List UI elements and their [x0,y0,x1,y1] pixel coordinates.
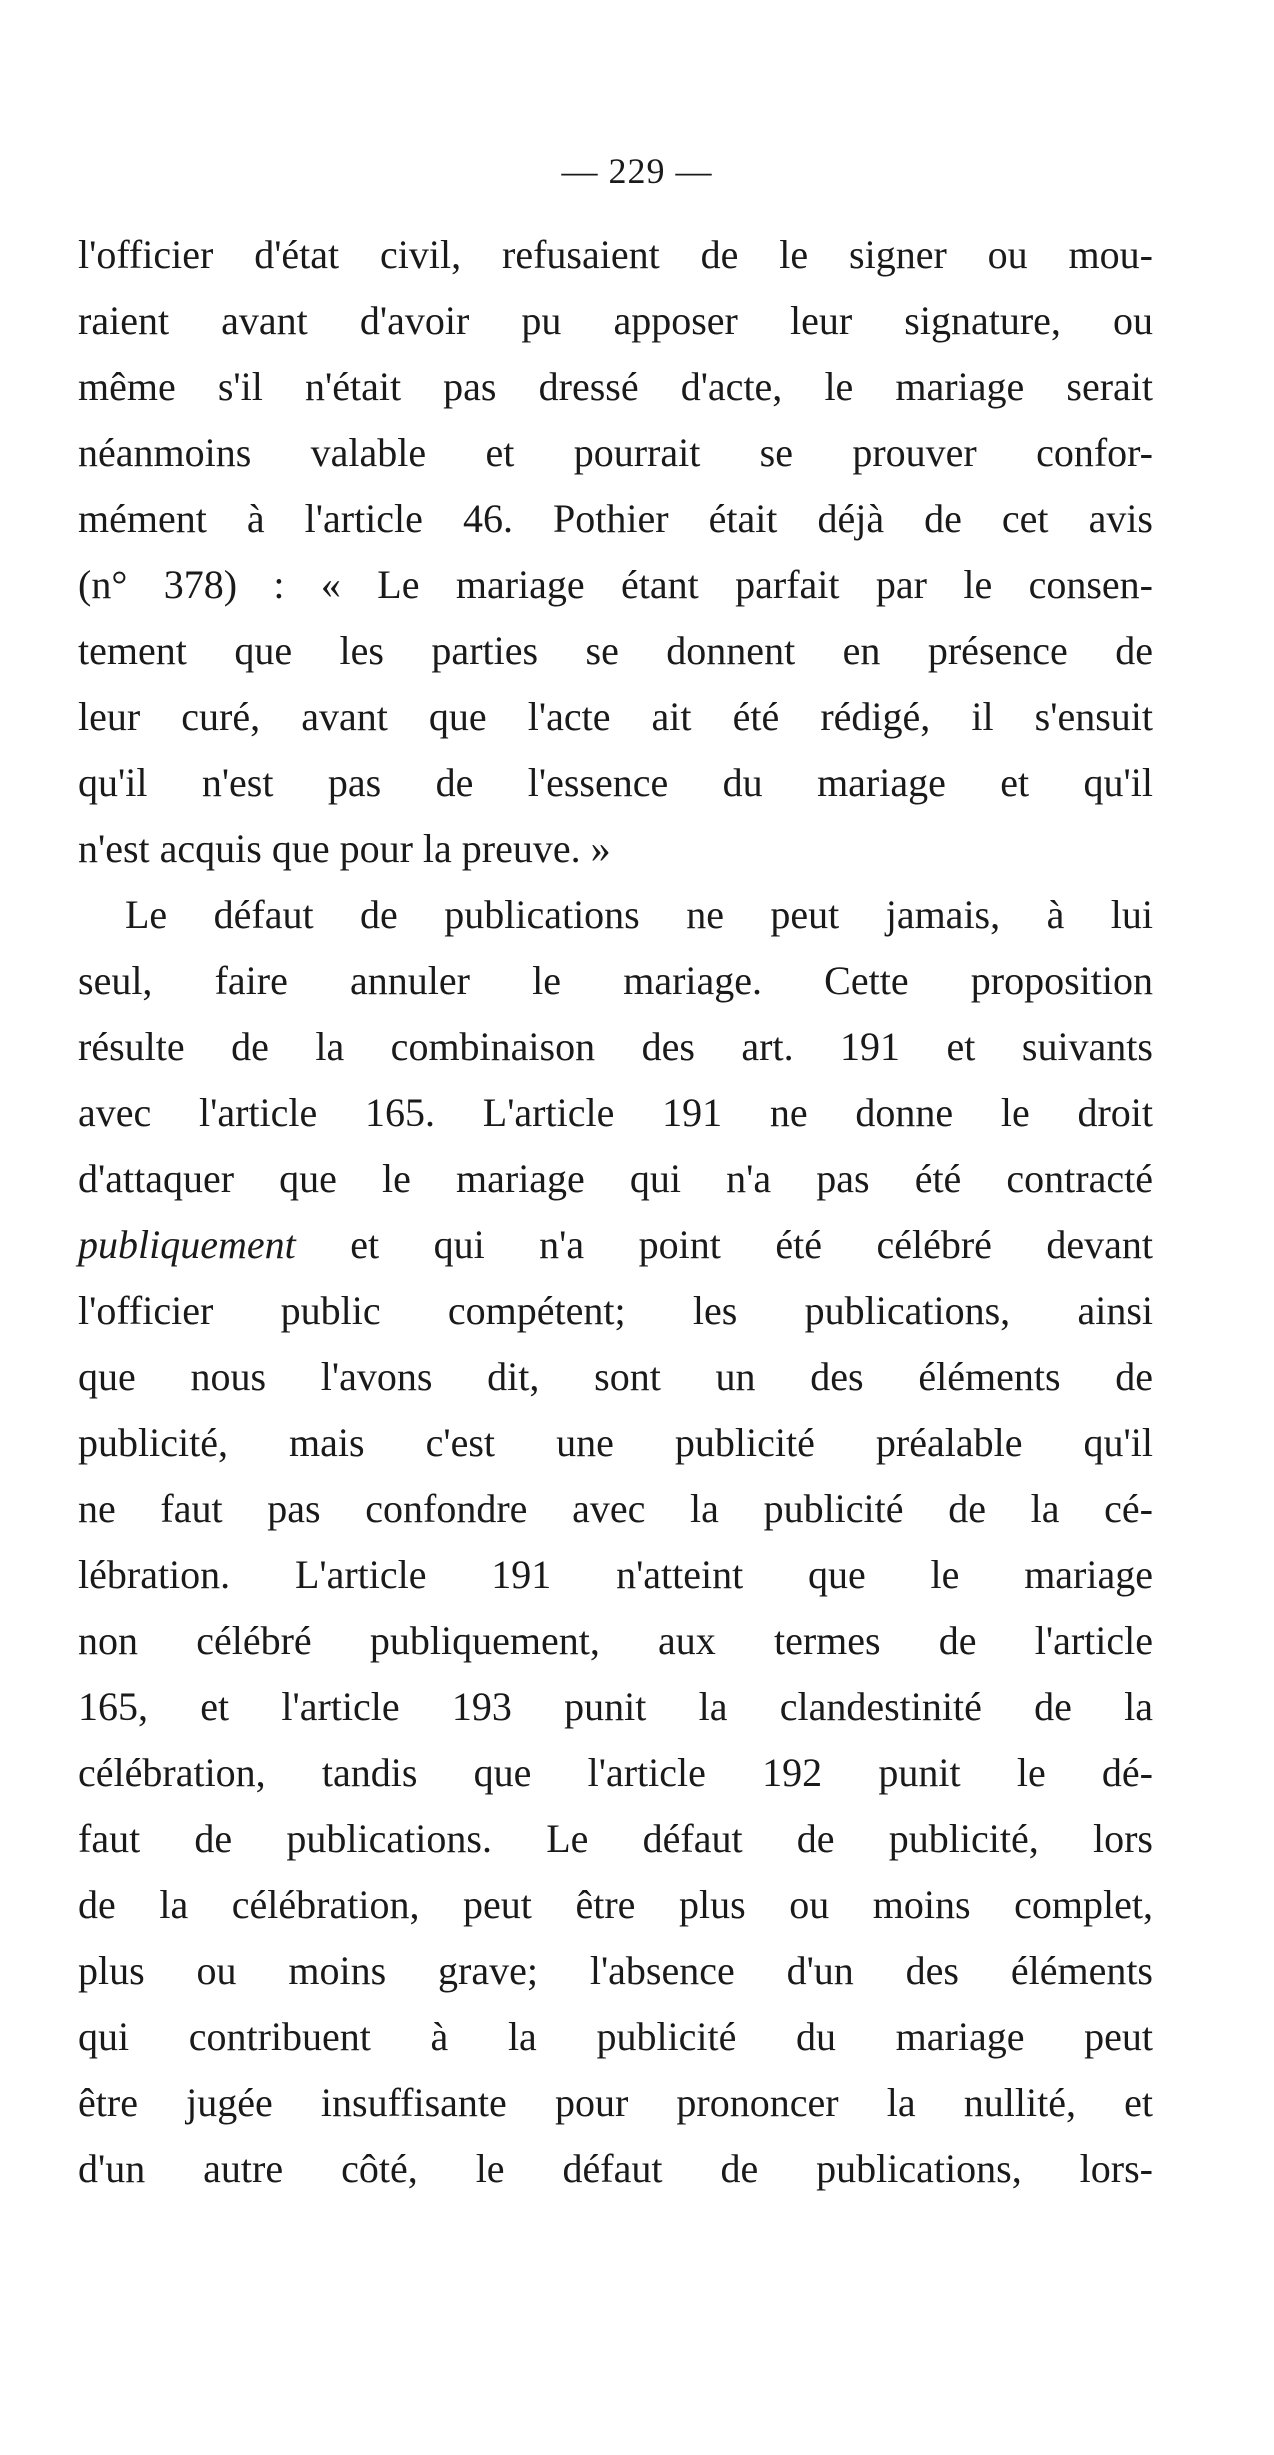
text-line: mément à l'article 46. Pothier était déjà de cet avis [78,496,1153,541]
text-line: 165, et l'article 193 punit la clandestinité de la [78,1684,1153,1729]
text-line-rest: et qui n'a point été célébré devant [295,1222,1153,1267]
text-line: tement que les parties se donnent en présence de [78,628,1153,673]
text-line: publicité, mais c'est une publicité préalable qu'il [78,1420,1153,1465]
text-line: l'officier d'état civil, refusaient de le signer ou mou- [78,232,1153,277]
body-text [78,222,1153,2202]
text-line: leur curé, avant que l'acte ait été rédigé, il s'ensuit [78,694,1153,739]
text-line: l'officier public compétent; les publications, ainsi [78,1288,1153,1333]
text-line: faut de publications. Le défaut de publicité, lors [78,1816,1153,1861]
text-line: plus ou moins grave; l'absence d'un des éléments [78,1948,1153,1993]
text-line: néanmoins valable et pourrait se prouver confor- [78,430,1153,475]
text-line: n'est acquis que pour la preuve. » [78,826,611,871]
text-line: lébration. L'article 191 n'atteint que le mariage [78,1552,1153,1597]
text-line: (n° 378) : « Le mariage étant parfait par le consen- [78,562,1153,607]
text-line: raient avant d'avoir pu apposer leur signature, ou [78,298,1153,343]
text-line: d'attaquer que le mariage qui n'a pas été contracté [78,1156,1153,1201]
text-line: qui contribuent à la publicité du mariage peut [78,2014,1153,2059]
text-line: ne faut pas confondre avec la publicité de la cé- [78,1486,1153,1531]
text-line-with-italic [78,1212,1153,1278]
text-line: résulte de la combinaison des art. 191 et suivants [78,1024,1153,1069]
text-line: non célébré publiquement, aux termes de l'article [78,1618,1153,1663]
text-line: avec l'article 165. L'article 191 ne donne le droit [78,1090,1153,1135]
text-line: d'un autre côté, le défaut de publications, lors- [78,2146,1153,2191]
text-line: que nous l'avons dit, sont un des éléments de [78,1354,1153,1399]
text-line: même s'il n'était pas dressé d'acte, le mariage serait [78,364,1153,409]
page-number: — 229 — [561,151,713,191]
text-line: célébration, tandis que l'article 192 punit le dé- [78,1750,1153,1795]
text-line: seul, faire annuler le mariage. Cette proposition [78,958,1153,1003]
text-line: Le défaut de publications ne peut jamais, à lui [125,892,1153,937]
text-line: être jugée insuffisante pour prononcer la nullité, et [78,2080,1153,2125]
italic-word: publiquement [78,1222,296,1267]
text-line: qu'il n'est pas de l'essence du mariage et qu'il [78,760,1153,805]
text-line: de la célébration, peut être plus ou moins complet, [78,1882,1153,1927]
